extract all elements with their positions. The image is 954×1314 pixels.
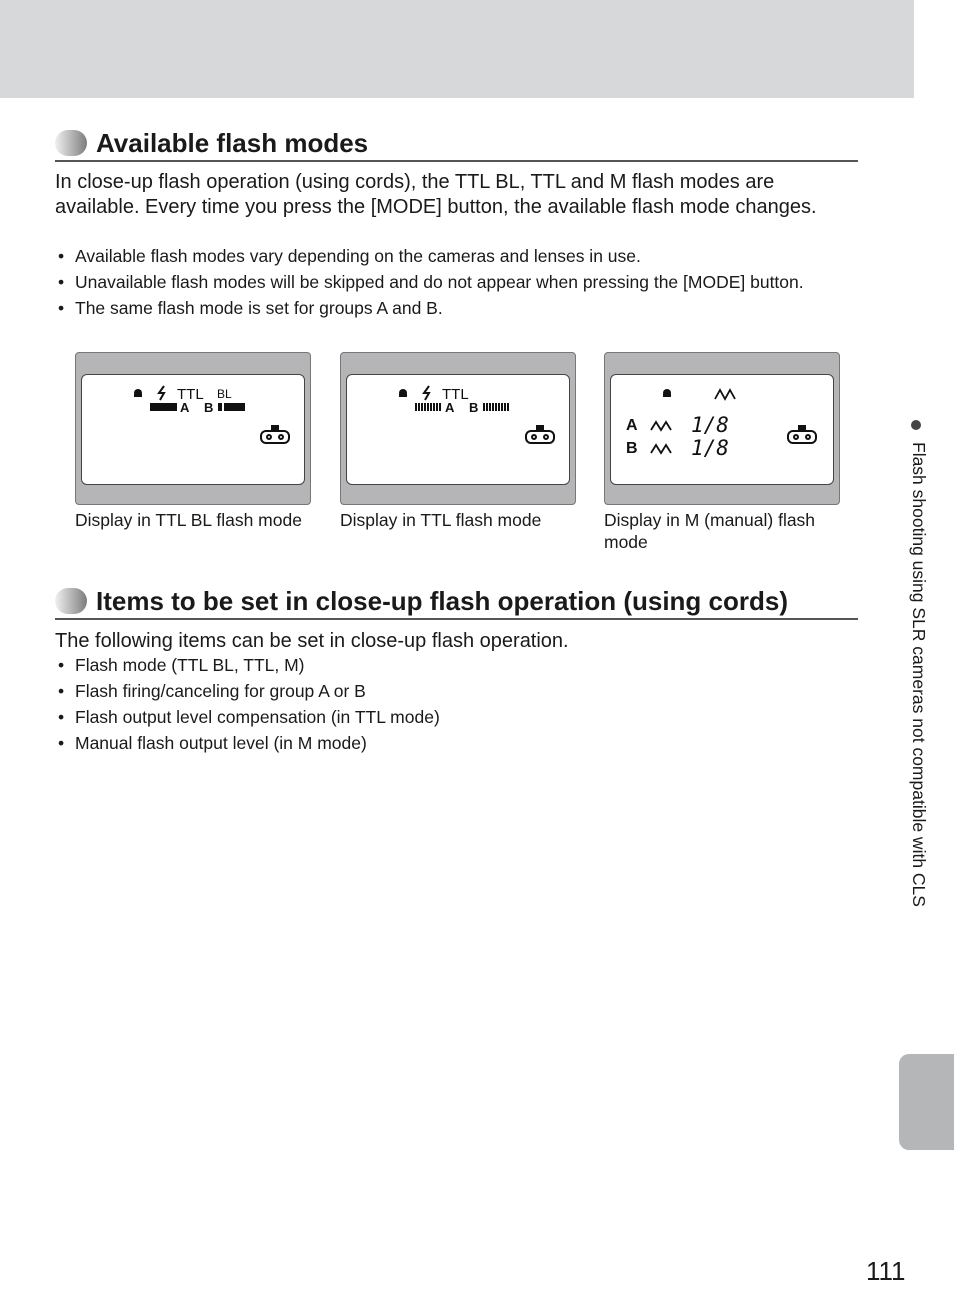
- lcd-caption: Display in TTL BL flash mode: [75, 510, 302, 530]
- group-b-output: 1/8: [691, 436, 729, 460]
- group-a-label: A: [180, 400, 190, 415]
- header-band: [0, 0, 914, 98]
- lcd-display-ttl: [340, 352, 576, 505]
- group-a-label: A: [445, 400, 455, 415]
- section-marker-icon: [55, 130, 87, 156]
- cord-connector-icon: [526, 426, 554, 443]
- section-heading-available-flash-modes: [55, 126, 858, 162]
- lcd-graphics: [605, 353, 839, 504]
- cord-connector-icon: [788, 426, 816, 443]
- group-b-label: B: [204, 400, 214, 415]
- lcd-mode-label: TTL: [177, 386, 204, 403]
- section-marker-icon: [55, 588, 87, 614]
- lcd-mode-suffix: BL: [217, 387, 232, 401]
- output-bar-icon: [224, 403, 245, 411]
- lcd-caption: Display in M (manual) flash mode: [604, 510, 816, 552]
- list-item: • Flash firing/canceling for group A or B: [55, 680, 855, 702]
- chapter-tab: [899, 1054, 954, 1150]
- bullet-list: [55, 245, 855, 323]
- flash-bolt-icon: [424, 386, 429, 400]
- section-intro: In close-up flash operation (using cords), the TTL BL, TTL and M flash modes are available. Every time you press the [MODE] button, the available flash mode changes.: [55, 171, 817, 218]
- list-item: • Available flash modes vary depending on the cameras and lenses in use.: [55, 245, 855, 267]
- output-scale-icon: [483, 403, 509, 411]
- list-item: • Flash mode (TTL BL, TTL, M): [55, 654, 855, 676]
- list-item: • The same flash mode is set for groups A and B.: [55, 297, 855, 319]
- list-item: • Unavailable flash modes will be skipped and do not appear when pressing the [MODE] button.: [55, 271, 855, 293]
- lcd-graphics: [341, 353, 575, 504]
- list-item: • Manual flash output level (in M mode): [55, 732, 855, 754]
- chapter-side-label: Flash shooting using SLR cameras not compatible with CLS: [909, 442, 929, 907]
- lcd-display-ttl-bl: [75, 352, 311, 505]
- close-up-icon: [663, 389, 671, 397]
- flash-bolt-icon: [159, 386, 164, 400]
- lcd-mode-label: TTL: [442, 386, 469, 403]
- group-b-label: B: [626, 440, 638, 457]
- cord-connector-icon: [261, 426, 289, 443]
- manual-mode-icon: [651, 422, 671, 430]
- section-title: Items to be set in close-up flash operation (using cords): [96, 586, 788, 616]
- close-up-icon: [399, 389, 407, 397]
- lcd-graphics: [76, 353, 310, 504]
- group-b-label: B: [469, 400, 479, 415]
- output-bar-icon: [150, 403, 177, 411]
- manual-mode-icon: [651, 445, 671, 453]
- output-scale-icon: [415, 403, 441, 411]
- list-item: • Flash output level compensation (in TTL mode): [55, 706, 855, 728]
- page-number: 111: [866, 1256, 906, 1286]
- close-up-icon: [134, 389, 142, 397]
- section-title: Available flash modes: [96, 128, 369, 158]
- lcd-caption: Display in TTL flash mode: [340, 510, 542, 530]
- side-bullet-icon: [911, 420, 921, 430]
- section-intro: The following items can be set in close-up flash operation.: [55, 630, 569, 652]
- group-a-output: 1/8: [691, 413, 729, 437]
- bullet-list: [55, 654, 855, 758]
- section-heading-items-to-be-set: [55, 584, 858, 620]
- manual-mode-icon: [715, 390, 735, 399]
- group-a-label: A: [626, 417, 638, 434]
- lcd-display-manual: [604, 352, 840, 505]
